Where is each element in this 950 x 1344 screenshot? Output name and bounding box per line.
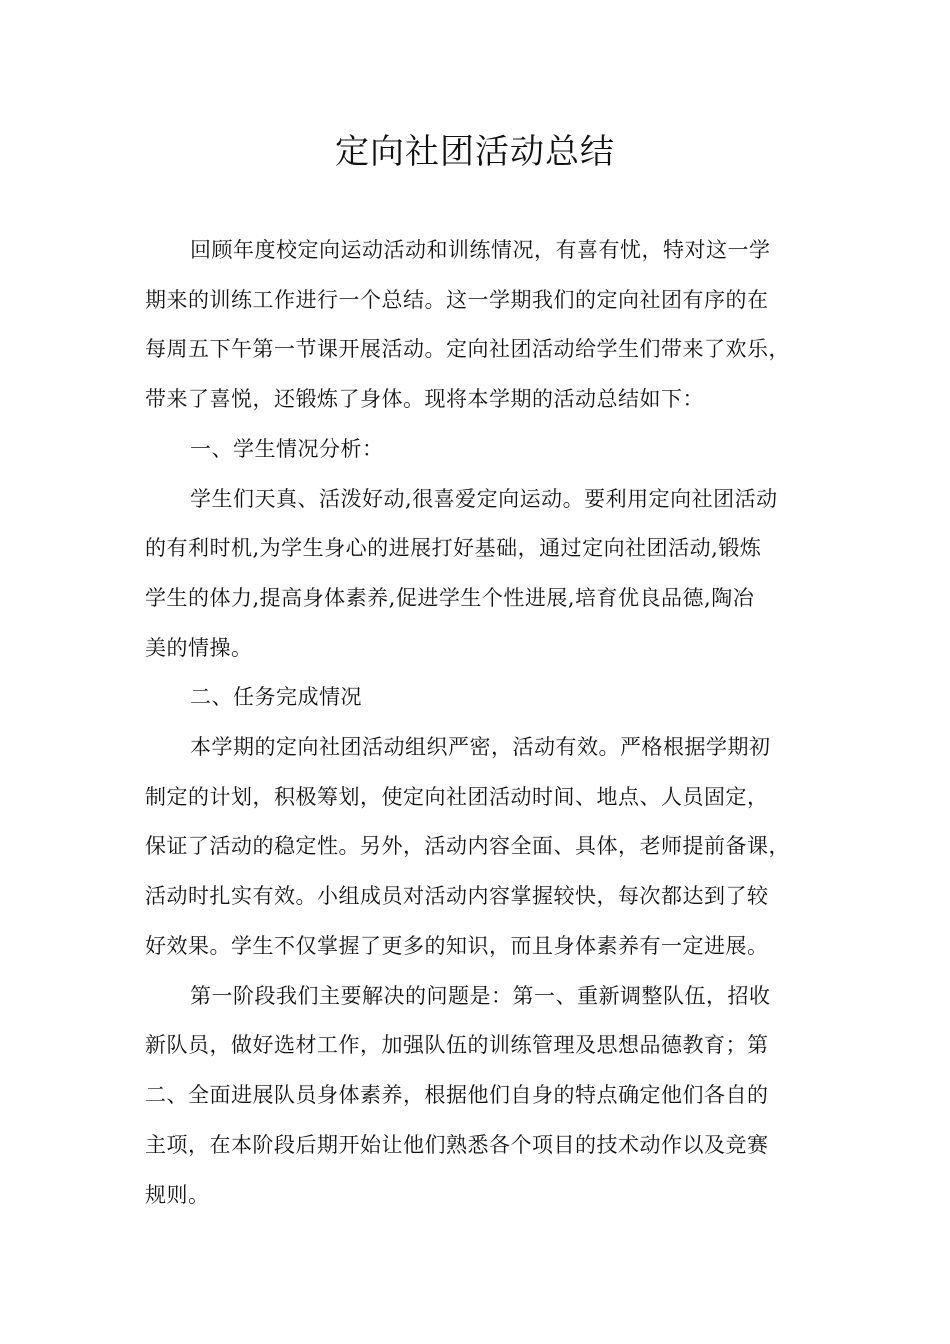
body-line: 学生的体力,提高身体素养,促进学生个性进展,培育优良品德,陶冶 bbox=[145, 586, 755, 610]
body-line: 第一阶段我们主要解决的问题是：第一、重新调整队伍，招收 bbox=[190, 984, 771, 1008]
body-line: 的有利时机,为学生身心的进展打好基础，通过定向社团活动,锻炼 bbox=[145, 536, 762, 560]
body-line: 二、全面进展队员身体素养，根据他们自身的特点确定他们各自的 bbox=[145, 1083, 769, 1107]
body-line: 美的情操。 bbox=[145, 636, 253, 660]
body-line: 学生们天真、活泼好动,很喜爱定向运动。要利用定向社团活动 bbox=[190, 487, 778, 511]
body-line: 带来了喜悦，还锻炼了身体。现将本学期的活动总结如下： bbox=[145, 387, 704, 411]
section-heading: 一、学生情况分析： bbox=[190, 437, 384, 461]
document-title: 定向社团活动总结 bbox=[335, 132, 615, 172]
section-heading: 二、任务完成情况 bbox=[190, 685, 362, 709]
body-line: 好效果。学生不仅掌握了更多的知识，而且身体素养有一定进展。 bbox=[145, 934, 769, 958]
body-line: 本学期的定向社团活动组织严密，活动有效。严格根据学期初 bbox=[190, 735, 771, 759]
body-line: 回顾年度校定向运动活动和训练情况，有喜有忧，特对这一学 bbox=[190, 238, 771, 262]
body-line: 主项，在本阶段后期开始让他们熟悉各个项目的技术动作以及竞赛 bbox=[145, 1133, 769, 1157]
body-line: 新队员，做好选材工作，加强队伍的训练管理及思想品德教育；第 bbox=[145, 1033, 769, 1057]
body-line: 活动时扎实有效。小组成员对活动内容掌握较快，每次都达到了较 bbox=[145, 884, 769, 908]
body-line: 期来的训练工作进行一个总结。这一学期我们的定向社团有序的在 bbox=[145, 288, 769, 312]
body-line: 制定的计划，积极筹划，使定向社团活动时间、地点、人员固定， bbox=[145, 785, 769, 809]
body-line: 保证了活动的稳定性。另外，活动内容全面、具体，老师提前备课， bbox=[145, 834, 790, 858]
body-line: 规则。 bbox=[145, 1183, 210, 1207]
body-line: 每周五下午第一节课开展活动。定向社团活动给学生们带来了欢乐， bbox=[145, 337, 790, 361]
